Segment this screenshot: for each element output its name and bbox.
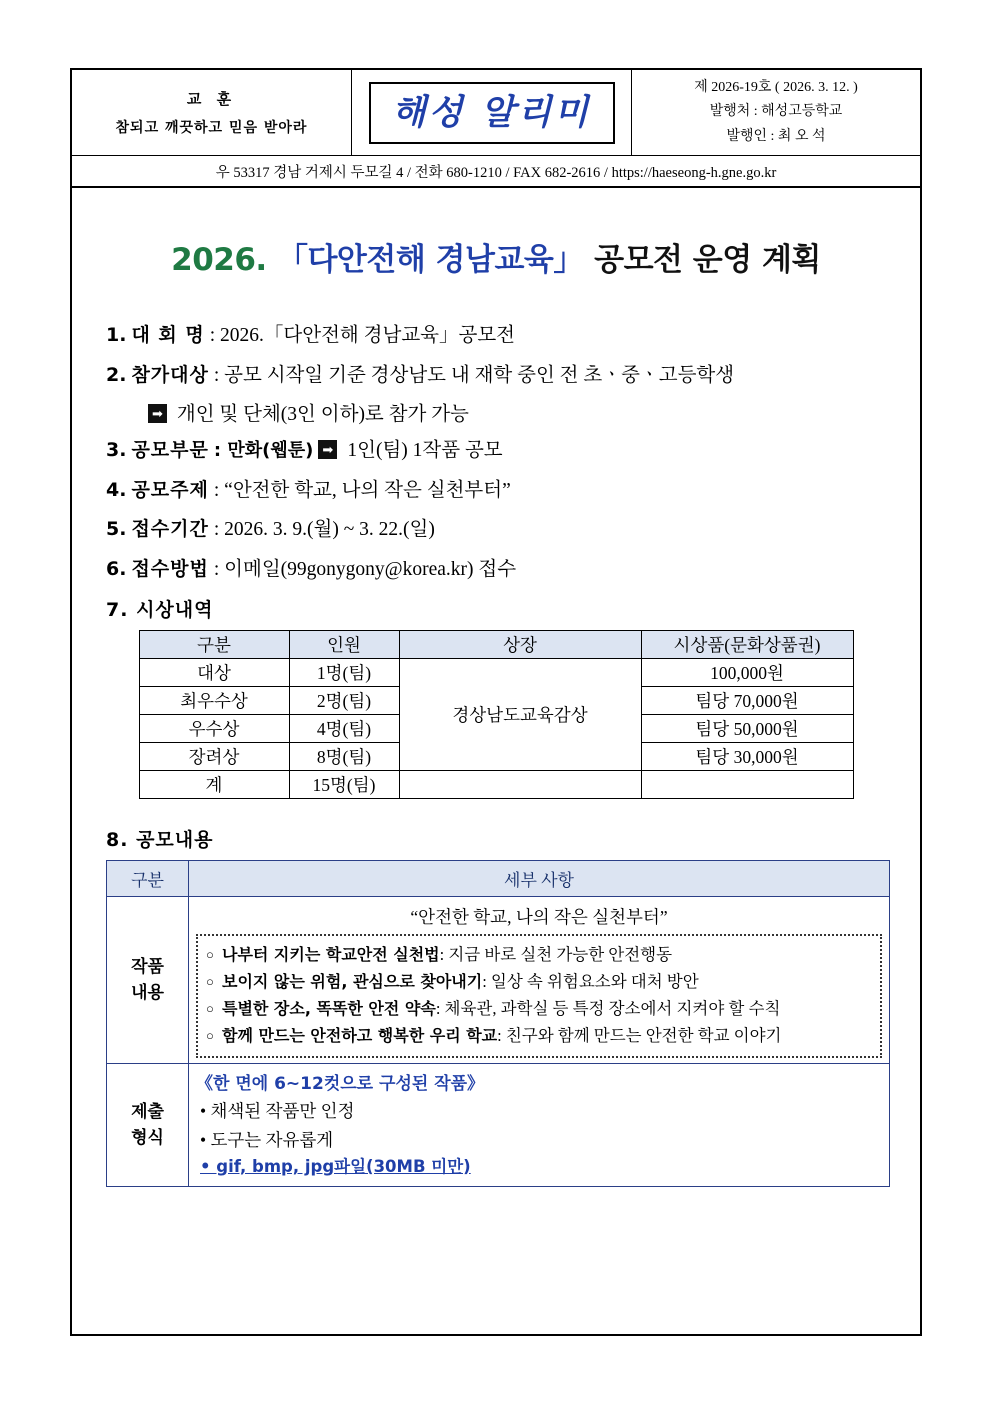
cell-gift: 100,000원 xyxy=(641,659,853,687)
cell-count: 8명(팀) xyxy=(289,743,399,771)
publication-info-block xyxy=(632,70,920,155)
item-subnote xyxy=(148,398,886,426)
newsletter-title: 해성 알리미 xyxy=(391,92,592,133)
item-label: 공모부문 xyxy=(131,439,209,462)
table-row xyxy=(107,897,890,1064)
arrow-right-icon: ➡ xyxy=(148,404,167,423)
list-item xyxy=(106,513,886,546)
motto-title: 교 훈 xyxy=(186,90,237,108)
cell-count: 4명(팀) xyxy=(289,715,399,743)
list-item xyxy=(106,434,886,467)
item-label: 접수기간 xyxy=(131,518,209,541)
list-item xyxy=(206,996,872,1023)
item-label: 공모주제 xyxy=(131,478,209,501)
submit-format-head: 《한 면에 6~12컷으로 구성된 작품》 xyxy=(196,1074,485,1095)
column-header: 상장 xyxy=(399,631,641,659)
school-motto-block xyxy=(72,70,352,155)
item-value: 1인(팀) 1작품 공모 xyxy=(347,440,503,462)
newsletter-title-block xyxy=(352,70,632,155)
bullet-text: : 친구와 함께 만드는 안전한 학교 이야기 xyxy=(497,1025,782,1045)
cell-count: 2명(팀) xyxy=(289,687,399,715)
detail-section-number: 8. xyxy=(106,829,129,852)
circle-bullet-icon: ○ xyxy=(206,1000,214,1016)
bullet-text: : 지금 바로 실천 가능한 안전행동 xyxy=(439,945,673,965)
list-item xyxy=(206,942,872,969)
prize-section-number: 7. xyxy=(106,599,129,622)
table-row xyxy=(107,1064,890,1186)
list-item xyxy=(106,474,886,507)
item-number: 1. xyxy=(106,324,127,346)
item-value: : 2026. 3. 9.(월) ~ 3. 22.(일) xyxy=(213,519,435,541)
cell-award-certificate: 경상남도교육감상 xyxy=(399,659,641,771)
detail-section-heading xyxy=(106,825,886,852)
document-frame xyxy=(70,68,922,1336)
column-header: 인원 xyxy=(289,631,399,659)
cell-count: 1명(팀) xyxy=(289,659,399,687)
cell-gift: 팀당 30,000원 xyxy=(641,743,853,771)
cell-division: 우수상 xyxy=(139,715,289,743)
table-row xyxy=(139,659,853,687)
circle-bullet-icon: ○ xyxy=(206,947,214,963)
cell-division: 대상 xyxy=(139,659,289,687)
prize-table xyxy=(139,630,854,799)
work-content-cell xyxy=(189,897,890,1064)
bullet-text: : 체육관, 과학실 등 특정 장소에서 지켜야 할 수칙 xyxy=(435,998,781,1018)
arrow-right-icon: ➡ xyxy=(318,440,337,459)
item-number: 2. xyxy=(106,363,127,386)
publisher-org: 발행처 : 해성고등학교 xyxy=(709,104,843,120)
item-number: 4. xyxy=(106,478,127,501)
cell-award-certificate-empty xyxy=(399,771,641,799)
item-number: 3. xyxy=(106,439,127,462)
item-label: 접수방법 xyxy=(131,557,209,580)
bullet-title: 보이지 않는 위험, 관심으로 찾아내기 xyxy=(221,972,483,992)
page-title xyxy=(106,234,886,279)
page-title-quoted: 「다안전해 경남교육」 xyxy=(276,242,584,278)
item-value: : 공모 시작일 기준 경상남도 내 재학 중인 전 초ㆍ중ㆍ고등학생 xyxy=(213,364,735,386)
item-value: : 2026.「다안전해 경남교육」공모전 xyxy=(209,325,515,346)
item-label: 대 회 명 xyxy=(131,324,205,346)
bullet-title: 나부터 지키는 학교안전 실천법 xyxy=(221,945,440,965)
submit-format-cell xyxy=(189,1064,890,1186)
issue-number: 제 2026-19호 ( 2026. 3. 12. ) xyxy=(694,79,858,95)
circle-bullet-icon: ○ xyxy=(206,974,214,990)
page-title-rest: 공모전 운영 계획 xyxy=(594,242,821,278)
list-item: • 채색된 작품만 인정 xyxy=(200,1101,355,1122)
page-title-year: 2026. xyxy=(171,242,267,278)
prize-section-title: 시상내역 xyxy=(136,599,214,622)
column-header: 구분 xyxy=(107,861,189,897)
row-label-submit-format: 제출 형식 xyxy=(107,1064,189,1186)
table-header-row xyxy=(139,631,853,659)
bullet-text: : 일상 속 위험요소와 대처 방안 xyxy=(482,972,699,992)
list-item xyxy=(106,553,886,586)
circle-bullet-icon: ○ xyxy=(206,1027,214,1043)
bullet-title: 함께 만드는 안전하고 행복한 우리 학교 xyxy=(221,1025,498,1045)
cell-division: 최우수상 xyxy=(139,687,289,715)
cell-count: 15명(팀) xyxy=(289,771,399,799)
masthead xyxy=(72,70,920,156)
item-subnote-text: 개인 및 단체(3인 이하)로 참가 가능 xyxy=(176,404,469,426)
bullet-title: 특별한 장소, 똑똑한 안전 약속 xyxy=(221,998,436,1018)
column-header: 구분 xyxy=(139,631,289,659)
work-content-bullets xyxy=(196,934,882,1058)
list-item xyxy=(206,969,872,996)
item-value: : 이메일(99gonygony@korea.kr) 접수 xyxy=(213,558,517,580)
document-content xyxy=(72,188,920,1187)
cell-gift xyxy=(641,771,853,799)
cell-gift: 팀당 50,000원 xyxy=(641,715,853,743)
column-header: 세부 사항 xyxy=(189,861,890,897)
column-header: 시상품(문화상품권) xyxy=(641,631,853,659)
item-number: 6. xyxy=(106,557,127,580)
item-number: 5. xyxy=(106,518,127,541)
table-row xyxy=(139,771,853,799)
table-header-row xyxy=(107,861,890,897)
list-item: • gif, bmp, jpg파일(30MB 미만) xyxy=(200,1157,471,1177)
list-item xyxy=(106,319,886,352)
cell-gift: 팀당 70,000원 xyxy=(641,687,853,715)
detail-table xyxy=(106,860,890,1186)
list-item: • 도구는 자유롭게 xyxy=(200,1129,334,1150)
list-item xyxy=(106,359,886,392)
cell-division: 장려상 xyxy=(139,743,289,771)
list-item xyxy=(206,1023,872,1050)
newsletter-title-box xyxy=(369,82,615,144)
item-value-bold: : 만화(웹툰) xyxy=(213,440,314,462)
item-label: 참가대상 xyxy=(131,363,209,386)
address-bar: 우 53317 경남 거제시 두모길 4 / 전화 680-1210 / FAX 682-2616 / https://haeseong-h.gne.go.kr xyxy=(72,156,920,188)
theme-quote: “안전한 학교, 나의 작은 실천부터” xyxy=(410,907,668,928)
motto-body: 참되고 깨끗하고 믿음 받아라 xyxy=(115,120,308,136)
item-value: : “안전한 학교, 나의 작은 실천부터” xyxy=(213,479,511,501)
row-label-work-content: 작품 내용 xyxy=(107,897,189,1064)
prize-section-heading xyxy=(106,595,886,622)
detail-section-title: 공모내용 xyxy=(136,829,214,852)
publisher-person: 발행인 : 최 오 석 xyxy=(726,128,826,144)
cell-division: 계 xyxy=(139,771,289,799)
